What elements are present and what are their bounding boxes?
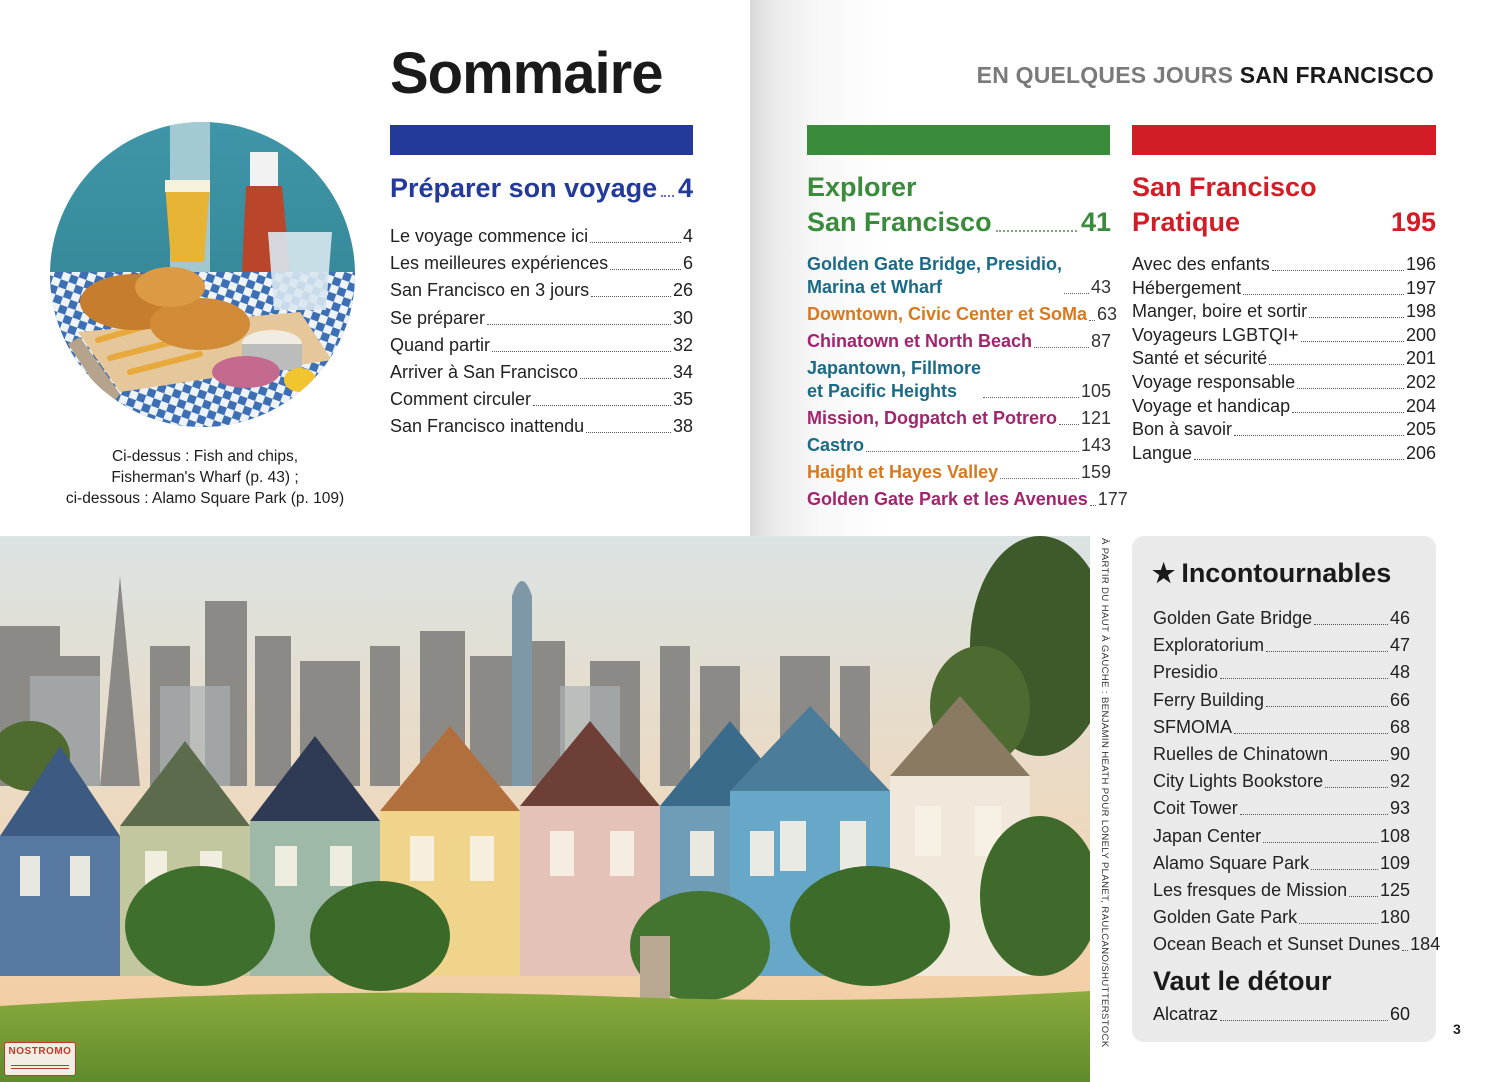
preparer-item-label: Le voyage commence ici bbox=[390, 226, 589, 246]
incontournable-item[interactable] bbox=[1153, 852, 1410, 875]
leader-dots bbox=[1297, 388, 1404, 389]
leader-dots bbox=[1220, 1020, 1388, 1021]
preparer-item[interactable] bbox=[390, 279, 693, 302]
explorer-item[interactable] bbox=[807, 303, 1118, 326]
explorer-item[interactable] bbox=[807, 253, 1111, 299]
incontournable-item-label: Alamo Square Park bbox=[1153, 852, 1310, 873]
explorer-item-label-line: Golden Gate Bridge, Presidio, bbox=[807, 254, 1063, 274]
incontournable-item-page: 68 bbox=[1389, 716, 1410, 737]
explorer-item-page: 121 bbox=[1080, 408, 1111, 428]
running-head-prefix: EN QUELQUES JOURS bbox=[976, 62, 1234, 88]
incontournables-heading bbox=[1152, 558, 1391, 589]
explorer-item-label bbox=[807, 357, 981, 403]
vaut-le-detour-list bbox=[1153, 1003, 1410, 1026]
pratique-item-label: Voyageurs LGBTQI+ bbox=[1132, 324, 1299, 345]
leader-dots bbox=[1272, 270, 1404, 271]
incontournable-item-page: 93 bbox=[1389, 798, 1410, 819]
stamp-rule bbox=[11, 1065, 69, 1069]
explorer-item[interactable] bbox=[807, 407, 1111, 430]
leader-dots bbox=[1330, 760, 1388, 761]
preparer-item-label: San Francisco en 3 jours bbox=[390, 280, 590, 301]
leader-dots bbox=[1349, 896, 1378, 897]
pratique-item-label: Manger, boire et sortir bbox=[1132, 301, 1308, 322]
incontournable-item-label: SFMOMA bbox=[1153, 716, 1232, 737]
leader-dots bbox=[580, 378, 671, 379]
leader-dots bbox=[1266, 706, 1388, 707]
explorer-item-label: Haight et Hayes Valley bbox=[807, 462, 999, 482]
pratique-item[interactable] bbox=[1132, 442, 1436, 465]
vaut-le-detour-heading: Vaut le détour bbox=[1153, 966, 1332, 996]
leader-dots bbox=[1194, 459, 1404, 460]
preparer-item-page: 35 bbox=[672, 389, 693, 410]
painted-ladies-illustration bbox=[0, 536, 1090, 1082]
leader-dots bbox=[1311, 869, 1378, 870]
pratique-heading-text bbox=[1132, 170, 1317, 240]
caption-line: Ci-dessus : Fish and chips, bbox=[111, 448, 299, 465]
leader-dots bbox=[492, 351, 671, 352]
leader-dots bbox=[1034, 347, 1089, 348]
pratique-item[interactable] bbox=[1132, 253, 1436, 276]
incontournable-item-page: 66 bbox=[1389, 689, 1410, 710]
pratique-heading-page: 195 bbox=[1390, 207, 1436, 237]
incontournables-list bbox=[1153, 607, 1441, 960]
fish-and-chips-illustration bbox=[50, 122, 355, 427]
explorer-item[interactable] bbox=[807, 330, 1111, 353]
leader-dots bbox=[1220, 678, 1388, 679]
preparer-item[interactable] bbox=[390, 361, 693, 384]
stamp-text: NOSTROMO bbox=[8, 1046, 72, 1057]
incontournable-item-page: 48 bbox=[1389, 662, 1410, 683]
leader-dots bbox=[610, 269, 681, 270]
caption-line: Fisherman's Wharf (p. 43) ; bbox=[111, 469, 299, 486]
leader-dots bbox=[1089, 320, 1095, 321]
incontournable-item[interactable] bbox=[1153, 661, 1410, 684]
explorer-item[interactable] bbox=[807, 461, 1111, 484]
pratique-item[interactable] bbox=[1132, 371, 1436, 394]
explorer-item-label: Castro bbox=[807, 435, 865, 455]
pratique-item[interactable] bbox=[1132, 324, 1436, 347]
leader-dots bbox=[1402, 950, 1408, 951]
incontournable-item-page: 92 bbox=[1389, 771, 1410, 792]
preparer-heading-text: Préparer son voyage bbox=[390, 173, 658, 203]
incontournable-item[interactable] bbox=[1153, 607, 1410, 630]
explorer-item-label-line: Japantown, Fillmore bbox=[807, 358, 982, 378]
incontournable-item-page: 108 bbox=[1379, 825, 1410, 846]
pratique-item[interactable] bbox=[1132, 395, 1436, 418]
incontournable-item-page: 109 bbox=[1379, 852, 1410, 873]
incontournable-item-page: 184 bbox=[1410, 934, 1441, 955]
photo-credit bbox=[1094, 538, 1114, 1048]
preparer-item-page: 32 bbox=[672, 334, 693, 355]
page-number: 3 bbox=[1453, 1021, 1461, 1037]
explorer-item-page: 63 bbox=[1097, 304, 1118, 324]
leader-dots bbox=[1325, 787, 1388, 788]
page-title: Sommaire bbox=[390, 41, 663, 106]
leader-dots bbox=[1000, 478, 1079, 479]
explorer-item-label: Mission, Dogpatch et Potrero bbox=[807, 408, 1058, 428]
pratique-item-page: 202 bbox=[1405, 371, 1436, 392]
pratique-item-label: Hébergement bbox=[1132, 277, 1242, 298]
preparer-item-label: San Francisco inattendu bbox=[390, 416, 585, 437]
explorer-item-page: 87 bbox=[1090, 331, 1111, 351]
incontournable-item-label: Ferry Building bbox=[1153, 689, 1265, 710]
leader-dots bbox=[1269, 364, 1404, 365]
incontournable-item-label: Les fresques de Mission bbox=[1153, 879, 1348, 900]
explorer-list bbox=[807, 253, 1128, 515]
preparer-item[interactable] bbox=[390, 334, 693, 357]
pratique-item-page: 201 bbox=[1405, 348, 1436, 369]
explorer-item-page: 105 bbox=[1080, 381, 1111, 401]
preparer-item[interactable] bbox=[390, 388, 693, 411]
pratique-item-page: 205 bbox=[1405, 419, 1436, 440]
leader-dots bbox=[1263, 842, 1378, 843]
incontournable-item[interactable] bbox=[1153, 743, 1410, 766]
incontournable-item-label: Golden Gate Bridge bbox=[1153, 608, 1313, 628]
incontournables-heading-text: Incontournables bbox=[1181, 558, 1392, 588]
leader-dots bbox=[1266, 651, 1388, 652]
pratique-heading[interactable] bbox=[1132, 170, 1436, 240]
leader-dots bbox=[1234, 435, 1404, 436]
incontournables-box bbox=[1132, 536, 1441, 1042]
pratique-item-page: 200 bbox=[1405, 324, 1436, 345]
explorer-item-label: Downtown, Civic Center et SoMa bbox=[807, 304, 1088, 324]
explorer-item-label-line: Marina et Wharf bbox=[807, 277, 943, 297]
leader-dots bbox=[983, 397, 1079, 398]
leader-dots bbox=[1309, 317, 1404, 318]
explorer-item-page: 159 bbox=[1080, 462, 1111, 482]
preparer-item-label: Arriver à San Francisco bbox=[390, 361, 579, 382]
photo-credit-text: À PARTIR DU HAUT À GAUCHE : BENJAMIN HEATH POUR LONELY PLANET, RAULCANO/SHUTTERSTOCK bbox=[1099, 538, 1110, 1048]
leader-dots bbox=[533, 405, 671, 406]
explorer-heading-page: 41 bbox=[1080, 207, 1111, 237]
explorer-item-page: 43 bbox=[1090, 277, 1111, 297]
explorer-item[interactable] bbox=[807, 488, 1128, 511]
preparer-item-page: 30 bbox=[672, 307, 693, 328]
pratique-heading-line1: San Francisco bbox=[1132, 172, 1317, 202]
incontournable-item[interactable] bbox=[1153, 634, 1410, 657]
incontournable-item[interactable] bbox=[1153, 933, 1441, 956]
running-head bbox=[977, 62, 1434, 89]
preparer-item-label: Comment circuler bbox=[390, 389, 532, 410]
preparer-list bbox=[390, 225, 693, 443]
green-section-bar bbox=[807, 125, 1110, 155]
incontournable-item-label: City Lights Bookstore bbox=[1153, 771, 1324, 792]
incontournable-item-page: 180 bbox=[1379, 907, 1410, 928]
preparer-heading-page: 4 bbox=[677, 173, 693, 203]
leader-dots bbox=[1292, 412, 1404, 413]
explorer-heading-line2: San Francisco bbox=[807, 207, 992, 237]
preparer-item-label: Quand partir bbox=[390, 334, 491, 355]
incontournable-item-label: Coit Tower bbox=[1153, 798, 1238, 819]
incontournable-item-label: Golden Gate Park bbox=[1153, 907, 1298, 928]
pratique-list bbox=[1132, 253, 1436, 465]
preparer-item-page: 34 bbox=[672, 361, 693, 382]
alamo-square-photo bbox=[0, 536, 1090, 1082]
explorer-heading[interactable] bbox=[807, 170, 1111, 240]
pratique-item-page: 197 bbox=[1405, 277, 1436, 298]
explorer-heading-text bbox=[807, 170, 992, 240]
blue-section-bar bbox=[390, 125, 693, 155]
detour-item[interactable] bbox=[1153, 1003, 1410, 1026]
nostromo-stamp bbox=[4, 1042, 76, 1076]
explorer-item[interactable] bbox=[807, 434, 1111, 457]
incontournable-item-label: Ocean Beach et Sunset Dunes bbox=[1153, 934, 1401, 955]
preparer-item-label: Se préparer bbox=[390, 307, 486, 328]
incontournable-item-page: 46 bbox=[1389, 608, 1410, 628]
explorer-item-label: Chinatown et North Beach bbox=[807, 331, 1033, 351]
leader-dots bbox=[591, 296, 671, 297]
leader-dots bbox=[590, 242, 681, 243]
leader-dots bbox=[866, 451, 1079, 452]
preparer-item[interactable] bbox=[390, 307, 693, 330]
explorer-item-label: Golden Gate Park et les Avenues bbox=[807, 489, 1088, 509]
preparer-item-page: 26 bbox=[672, 280, 693, 301]
preparer-heading[interactable] bbox=[390, 171, 693, 206]
pratique-item-label: Avec des enfants bbox=[1132, 254, 1270, 274]
leader-dots bbox=[1299, 923, 1378, 924]
pratique-heading-line2: Pratique bbox=[1132, 207, 1241, 237]
leader-dots bbox=[487, 324, 671, 325]
pratique-item-page: 196 bbox=[1405, 254, 1436, 274]
explorer-item-label bbox=[807, 253, 1062, 299]
incontournable-item[interactable] bbox=[1153, 770, 1410, 793]
pratique-item[interactable] bbox=[1132, 300, 1436, 323]
caption-line: ci-dessous : Alamo Square Park (p. 109) bbox=[65, 490, 345, 507]
explorer-item-page: 143 bbox=[1080, 435, 1111, 455]
photo-caption bbox=[60, 446, 350, 509]
preparer-item[interactable] bbox=[390, 225, 693, 248]
incontournable-item[interactable] bbox=[1153, 825, 1410, 848]
incontournable-item-label: Exploratorium bbox=[1153, 635, 1265, 656]
explorer-item-page: 177 bbox=[1097, 489, 1128, 509]
leader-dots bbox=[1243, 294, 1404, 295]
pratique-item[interactable] bbox=[1132, 347, 1436, 370]
pratique-item-page: 198 bbox=[1405, 301, 1436, 322]
leader-dots bbox=[1090, 505, 1096, 506]
explorer-heading-line1: Explorer bbox=[807, 172, 917, 202]
incontournable-item[interactable] bbox=[1153, 716, 1410, 739]
pratique-item-label: Voyage responsable bbox=[1132, 371, 1296, 392]
incontournable-item-label: Ruelles de Chinatown bbox=[1153, 743, 1329, 764]
explorer-item-label-line: et Pacific Heights bbox=[807, 381, 958, 401]
preparer-item-label: Les meilleures expériences bbox=[390, 253, 609, 274]
leader-dots bbox=[661, 195, 674, 197]
leader-dots bbox=[586, 432, 671, 433]
preparer-item-page: 6 bbox=[682, 253, 693, 274]
running-head-city: SAN FRANCISCO bbox=[1239, 62, 1434, 88]
incontournable-item[interactable] bbox=[1153, 906, 1410, 929]
incontournable-item-label: Presidio bbox=[1153, 662, 1219, 683]
pratique-item-label: Santé et sécurité bbox=[1132, 348, 1268, 369]
leader-dots bbox=[1059, 424, 1079, 425]
pratique-item[interactable] bbox=[1132, 418, 1436, 441]
detour-item-label: Alcatraz bbox=[1153, 1004, 1219, 1024]
red-section-bar bbox=[1132, 125, 1436, 155]
leader-dots bbox=[1064, 293, 1089, 294]
preparer-item-page: 38 bbox=[672, 416, 693, 437]
fish-and-chips-photo bbox=[50, 122, 355, 427]
incontournable-item-page: 47 bbox=[1389, 635, 1410, 656]
pratique-item-label: Langue bbox=[1132, 442, 1193, 463]
pratique-item-page: 204 bbox=[1405, 395, 1436, 416]
incontournable-item-page: 125 bbox=[1379, 879, 1410, 900]
incontournable-item[interactable] bbox=[1153, 689, 1410, 712]
star-icon: ★ bbox=[1152, 558, 1176, 588]
leader-dots bbox=[1301, 341, 1404, 342]
preparer-item[interactable] bbox=[390, 252, 693, 275]
incontournable-item[interactable] bbox=[1153, 797, 1410, 820]
pratique-item[interactable] bbox=[1132, 277, 1436, 300]
pratique-item-label: Bon à savoir bbox=[1132, 419, 1233, 440]
leader-dots bbox=[1240, 814, 1388, 815]
incontournable-item-label: Japan Center bbox=[1153, 825, 1262, 846]
incontournable-item-page: 90 bbox=[1389, 743, 1410, 764]
leader-dots bbox=[996, 230, 1077, 232]
detour-item-page: 60 bbox=[1389, 1004, 1410, 1024]
pratique-item-page: 206 bbox=[1405, 442, 1436, 463]
incontournable-item[interactable] bbox=[1153, 879, 1410, 902]
preparer-item[interactable] bbox=[390, 415, 693, 438]
leader-dots bbox=[1314, 624, 1388, 625]
leader-dots bbox=[1234, 733, 1388, 734]
preparer-item-page: 4 bbox=[682, 226, 693, 246]
explorer-item[interactable] bbox=[807, 357, 1111, 403]
pratique-item-label: Voyage et handicap bbox=[1132, 395, 1291, 416]
